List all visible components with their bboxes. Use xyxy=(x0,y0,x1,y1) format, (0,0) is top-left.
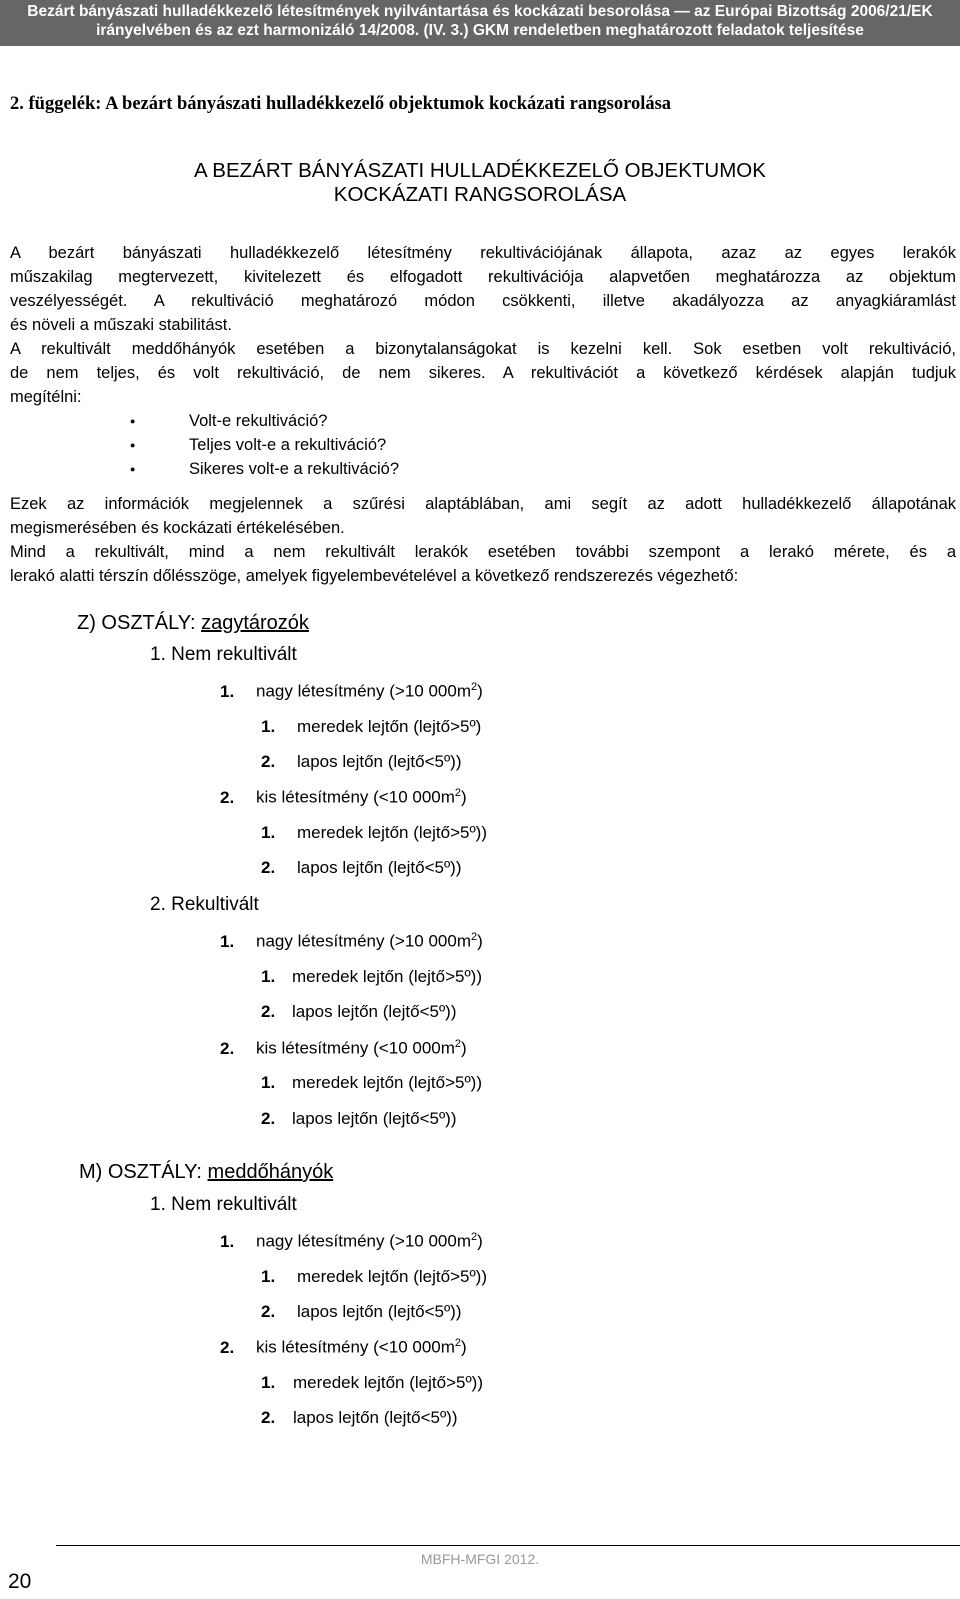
list-item xyxy=(160,433,399,457)
slope-item: 2. lapos lejtőn (lejtő<5º)) xyxy=(261,1002,457,1021)
size-item: 2. kis létesítmény (<10 $000m^2$) xyxy=(220,787,467,807)
intro-line: A rekultivált meddőhányók esetében a bizonytalanságokat is kezelni kell. Sok esetben volt rekultiváció, xyxy=(10,340,956,358)
slope-item: 1. meredek lejtőn (lejtő>5º)) xyxy=(261,967,482,986)
header-line-2: irányelvében és az ezt harmonizáló 14/2008. (IV. 3.) GKM rendeletben meghatározott feladatok teljesítése xyxy=(96,22,864,39)
list-item xyxy=(160,409,399,433)
slope-item: 1. meredek lejtőn (lejtő>5º)) xyxy=(261,1073,482,1092)
classification-paragraph xyxy=(10,492,956,588)
class-heading-z xyxy=(77,612,309,635)
intro-line: és növeli a műszaki stabilitást. xyxy=(10,316,232,334)
intro-line: veszélyességét. A rekultiváció meghatározó módon csökkenti, illetve akadályozza az anyagkiáramlást xyxy=(10,292,956,310)
paragraph-line: Ezek az információk megjelennek a szűrési alaptáblában, ami segít az adott hulladékkezelő állapotának xyxy=(10,495,956,513)
group-label: 1. Nem rekultivált xyxy=(150,1194,297,1215)
group-label: 2. Rekultivált xyxy=(150,894,259,915)
slope-item: 1. meredek lejtőn (lejtő>5º)) xyxy=(261,1373,483,1392)
size-item: 2. kis létesítmény (<10 $000m^2$) xyxy=(220,1337,467,1357)
intro-paragraph xyxy=(10,241,956,409)
question-text: Teljes volt-e a rekultiváció? xyxy=(189,436,387,454)
question-text: Sikeres volt-e a rekultiváció? xyxy=(189,460,400,478)
class-prefix: M) OSZTÁLY: xyxy=(79,1161,208,1183)
slope-item: 1. meredek lejtőn (lejtő>5º)) xyxy=(261,823,487,842)
list-item xyxy=(160,457,399,481)
header-line-1: Bezárt bányászati hulladékkezelő létesítmények nyilvántartása és kockázati besorolása — az Európai Bizottság 2006/21/EK xyxy=(27,3,933,20)
document-title-line-2: KOCKÁZATI RANGSOROLÁSA xyxy=(333,183,627,206)
intro-line: A bezárt bányászati hulladékkezelő létesítmény rekultivációjának állapota, azaz az egyes lerakók xyxy=(10,244,956,262)
class-name: meddőhányók xyxy=(207,1161,334,1183)
intro-line: műszakilag megtervezett, kivitelezett és elfogadott rekultivációja alapvetően meghatározza az objektum xyxy=(10,268,956,286)
class-prefix: Z) OSZTÁLY: xyxy=(77,612,202,634)
slope-item: 2. lapos lejtőn (lejtő<5º)) xyxy=(261,1408,458,1427)
size-item: 1. nagy létesítmény (>10 $000m^2$) xyxy=(220,931,483,951)
slope-item: 2. lapos lejtőn (lejtő<5º)) xyxy=(261,1302,462,1321)
running-header xyxy=(0,0,960,46)
document-title-line-1: A BEZÁRT BÁNYÁSZATI HULLADÉKKEZELŐ OBJEKTUMOK xyxy=(194,159,766,182)
class-heading-m xyxy=(79,1161,333,1184)
slope-item: 2. lapos lejtőn (lejtő<5º)) xyxy=(261,1109,457,1128)
size-item: 1. nagy létesítmény (>10 $000m^2$) xyxy=(220,1231,483,1251)
footer-divider xyxy=(56,1545,960,1546)
question-list xyxy=(160,409,399,481)
paragraph-line: megismerésében és kockázati értékelésében. xyxy=(10,519,345,537)
slope-item: 2. lapos lejtőn (lejtő<5º)) xyxy=(261,752,462,771)
paragraph-line: Mind a rekultivált, mind a nem rekultivált lerakók esetében további szempont a lerakó mérete, és a xyxy=(10,543,956,561)
slope-item: 2. lapos lejtőn (lejtő<5º)) xyxy=(261,858,462,877)
size-item: 2. kis létesítmény (<10 $000m^2$) xyxy=(220,1038,467,1058)
slope-item: 1. meredek lejtőn (lejtő>5º)) xyxy=(261,1267,487,1286)
appendix-title: 2. függelék: A bezárt bányászati hulladékkezelő objektumok kockázati rangsorolása xyxy=(10,94,672,114)
question-text: Volt-e rekultiváció? xyxy=(189,412,328,430)
intro-line: megítélni: xyxy=(10,388,82,406)
paragraph-line: lerakó alatti térszín dőlésszöge, amelyek figyelembevételével a következő rendszerezés végezhető: xyxy=(10,567,739,585)
group-label: 1. Nem rekultivált xyxy=(150,644,297,665)
slope-item: 1. meredek lejtőn (lejtő>5º) xyxy=(261,717,482,736)
class-name: zagytározók xyxy=(201,612,309,634)
intro-line: de nem teljes, és volt rekultiváció, de nem sikeres. A rekultivációt a következő kérdések alapján tudjuk xyxy=(10,364,956,382)
footer-text: MBFH-MFGI 2012. xyxy=(420,1551,540,1567)
page-number: 20 xyxy=(8,1570,32,1593)
size-item: 1. nagy létesítmény (>10 $000m^2$) xyxy=(220,681,483,701)
